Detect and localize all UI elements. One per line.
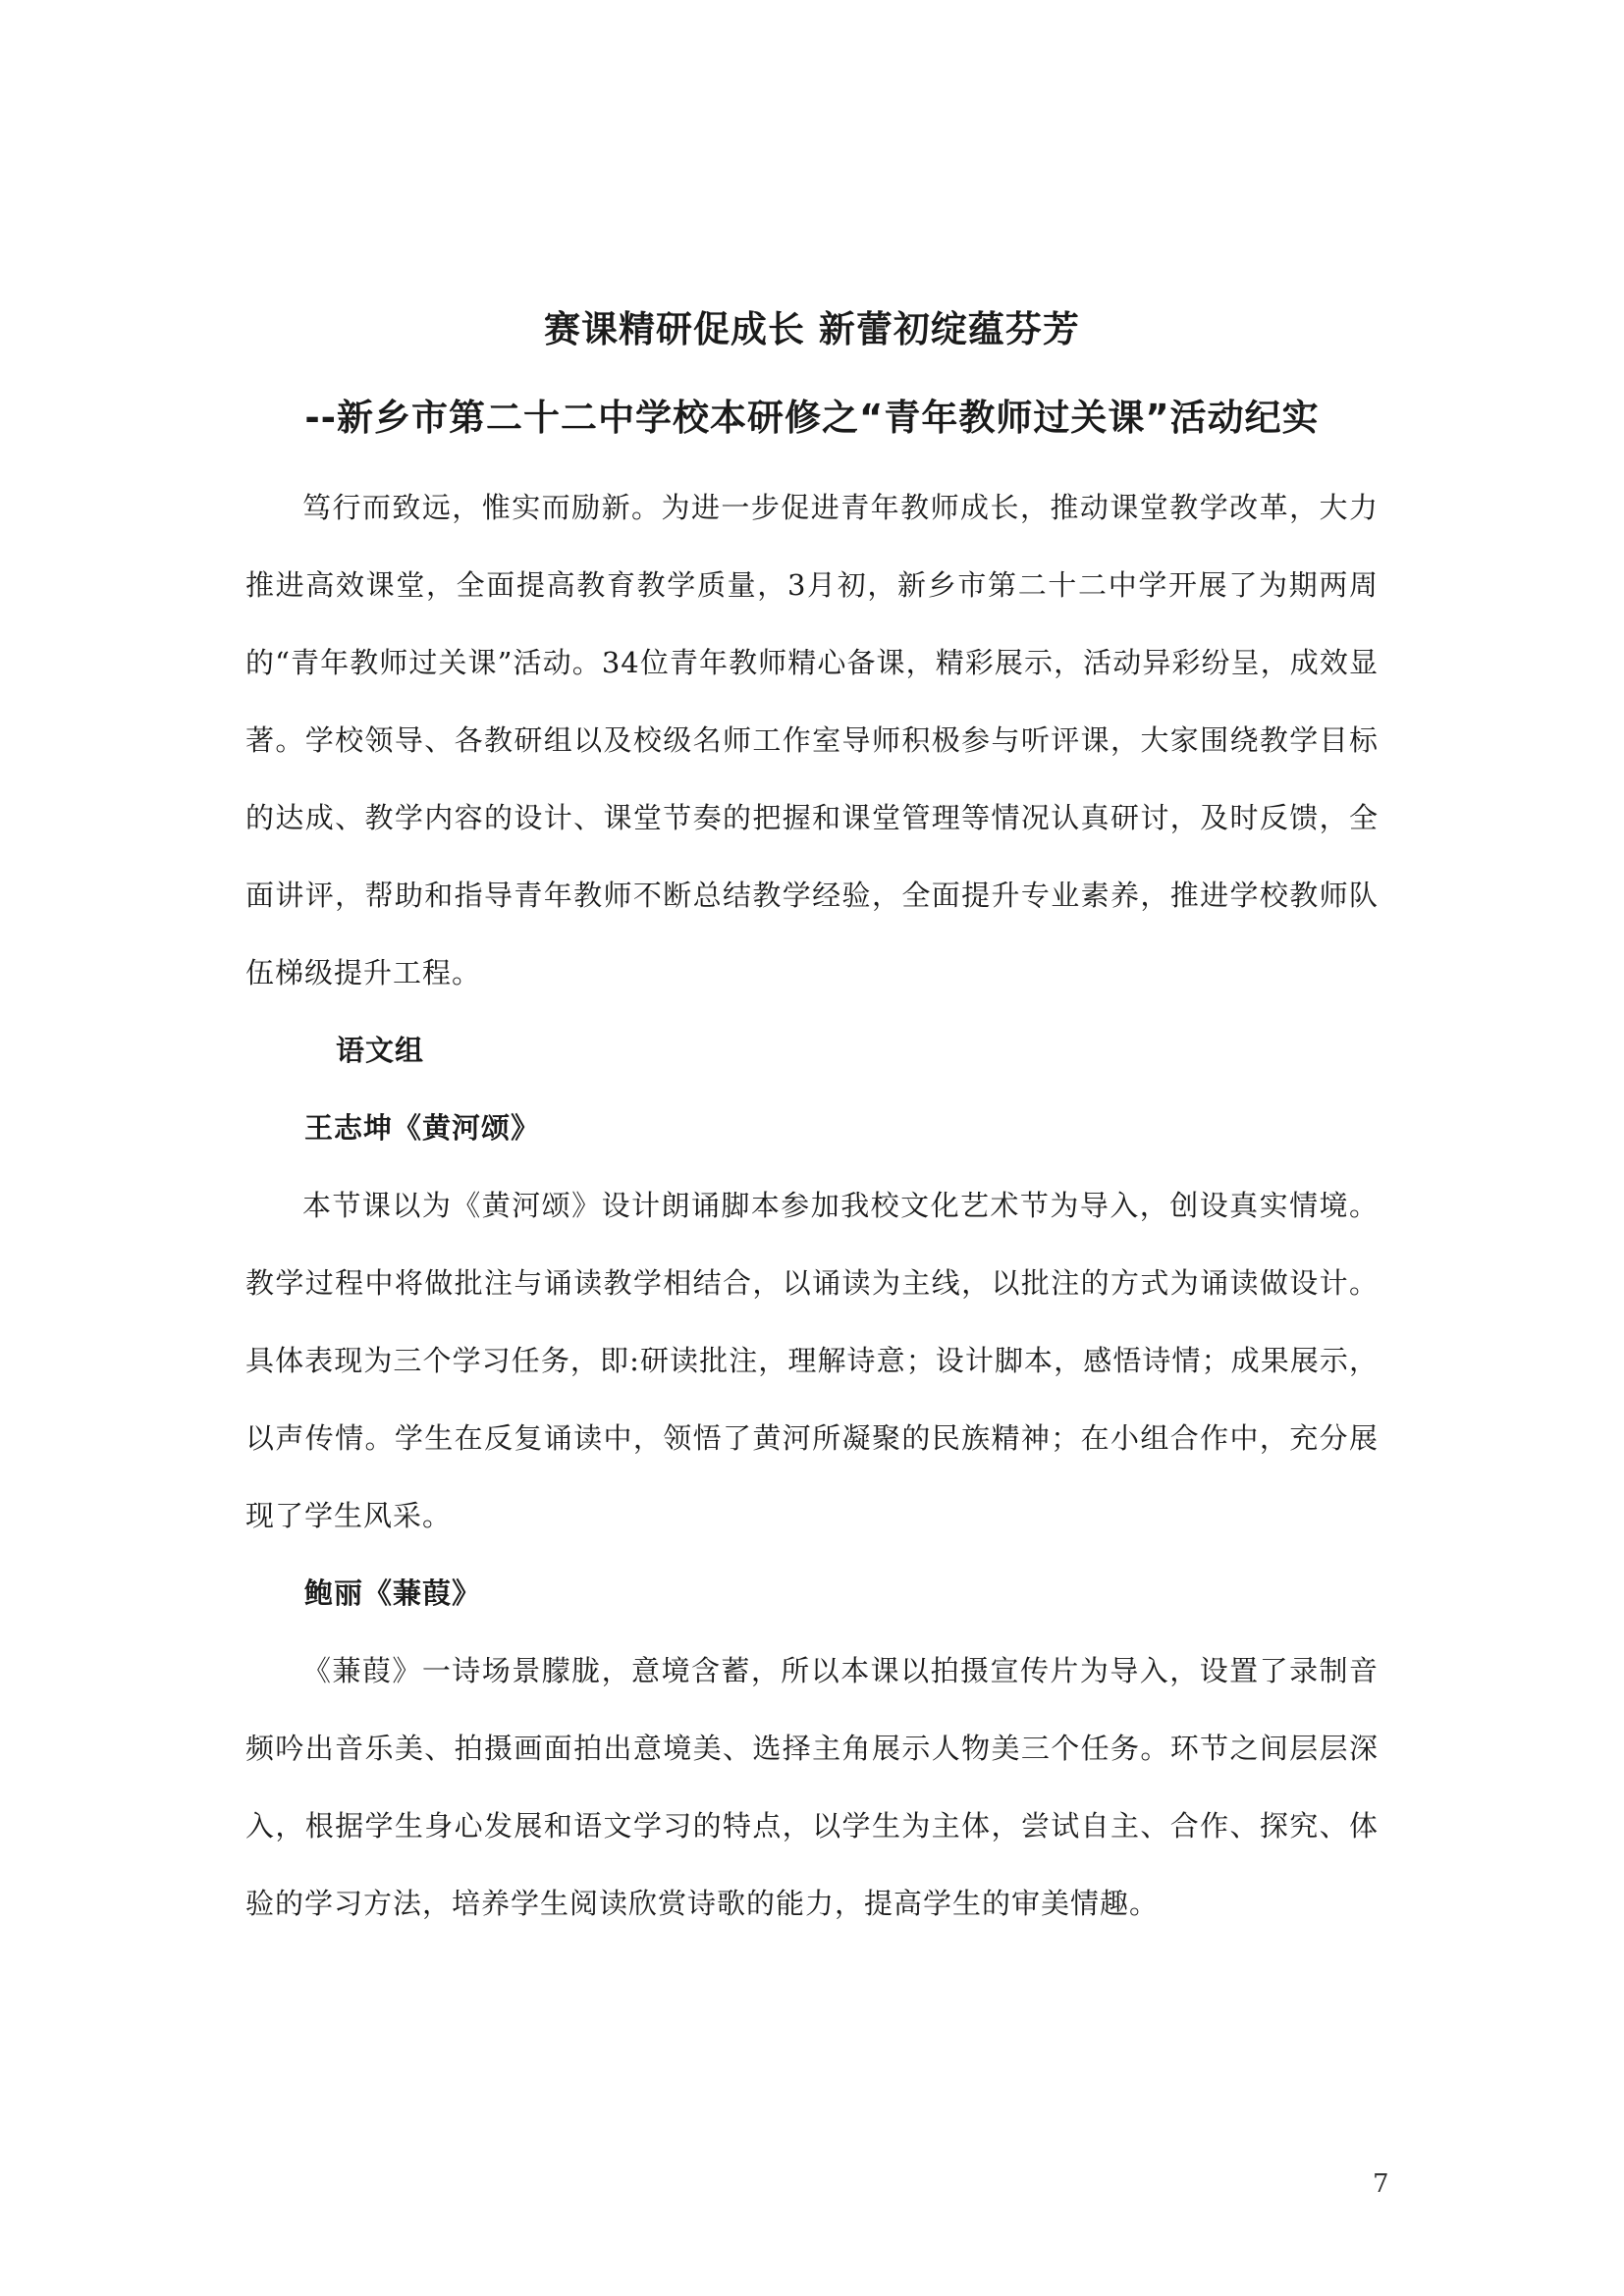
intro-paragraph: 笃行而致远，惟实而励新。为进一步促进青年教师成长，推动课堂教学改革，大力推进高效课堂，全面提高教育教学质量，3月初，新乡市第二十二中学开展了为期两周的“青年教师过关课”活动。34位青年教师精心备课，精彩展示，活动异彩纷呈，成效显著。学校领导、各教研组以及校级名师工作室导师积极参与听评课，大家围绕教学目标的达成、教学内容的设计、课堂节奏的把握和课堂管理等情况认真研讨，及时反馈，全面讲评，帮助和指导青年教师不断总结教学经验，全面提升专业素养，推进学校教师队伍梯级提升工程。: [245, 491, 1379, 989]
lesson-paragraph-2: 《蒹葭》一诗场景朦胧，意境含蓄，所以本课以拍摄宣传片为导入，设置了录制音频吟出音乐美、拍摄画面拍出意境美、选择主角展示人物美三个任务。环节之间层层深入，根据学生身心发展和语文学习的特点，以学生为主体，尝试自主、合作、探究、体验的学习方法，培养学生阅读欣赏诗歌的能力，提高学生的审美情趣。: [245, 1654, 1379, 1920]
page-subtitle: --新乡市第二十二中学校本研修之“青年教师过关课”活动纪实: [304, 397, 1320, 439]
lesson-heading-1: 王志坤《黄河颂》: [304, 1111, 541, 1145]
article-body: [245, 469, 1379, 1943]
lesson-heading-2: 鲍丽《蒹葭》: [304, 1576, 482, 1610]
page-title: 赛课精研促成长 新蕾初绽蕴芬芳: [544, 308, 1080, 350]
section-heading-chinese-group: 语文组: [336, 1034, 425, 1067]
page-number: 7: [1373, 2169, 1389, 2199]
lesson-paragraph-1: 本节课以为《黄河颂》设计朗诵脚本参加我校文化艺术节为导入，创设真实情境。教学过程中将做批注与诵读教学相结合，以诵读为主线，以批注的方式为诵读做设计。具体表现为三个学习任务，即:研读批注，理解诗意；设计脚本，感悟诗情；成果展示，以声传情。学生在反复诵读中，领悟了黄河所凝聚的民族精神；在小组合作中，充分展现了学生风采。: [245, 1189, 1379, 1532]
